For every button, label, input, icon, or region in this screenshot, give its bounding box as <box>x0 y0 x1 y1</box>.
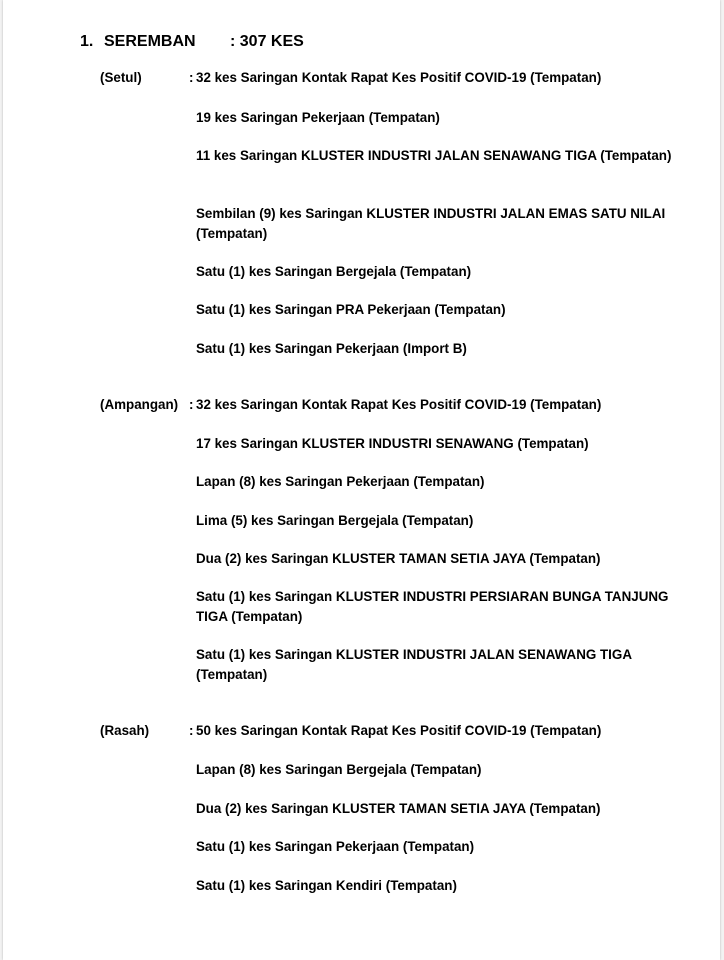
case-entry: Satu (1) kes Saringan PRA Pekerjaan (Tempatan) <box>196 302 506 317</box>
area-colon: : <box>189 723 194 738</box>
area-label-ampangan: (Ampangan) <box>100 397 179 412</box>
case-entry: Lapan (8) kes Saringan Pekerjaan (Tempatan) <box>196 474 485 489</box>
case-entry: 32 kes Saringan Kontak Rapat Kes Positif COVID-19 (Tempatan) <box>196 70 602 85</box>
case-entry: Lapan (8) kes Saringan Bergejala (Tempatan) <box>196 762 482 777</box>
case-entry: 50 kes Saringan Kontak Rapat Kes Positif COVID-19 (Tempatan) <box>196 723 602 738</box>
document-page <box>3 0 720 960</box>
area-colon: : <box>189 397 194 412</box>
district-number: 1. <box>80 33 94 50</box>
case-entry: Satu (1) kes Saringan Kendiri (Tempatan) <box>196 878 457 893</box>
case-entry: Lima (5) kes Saringan Bergejala (Tempatan) <box>196 513 474 528</box>
case-entry: Satu (1) kes Saringan KLUSTER INDUSTRI JALAN SENAWANG TIGA (Tempatan) <box>196 647 632 682</box>
case-entry: Satu (1) kes Saringan KLUSTER INDUSTRI PERSIARAN BUNGA TANJUNG TIGA (Tempatan) <box>196 589 669 624</box>
area-label-rasah: (Rasah) <box>100 723 150 738</box>
area-label-setul: (Setul) <box>100 70 142 85</box>
district-total: : 307 KES <box>230 33 304 50</box>
case-entry: Satu (1) kes Saringan Bergejala (Tempatan) <box>196 264 472 279</box>
case-entry: Dua (2) kes Saringan KLUSTER TAMAN SETIA JAYA (Tempatan) <box>196 551 601 566</box>
district-name: SEREMBAN <box>104 33 196 50</box>
case-entry: 32 kes Saringan Kontak Rapat Kes Positif COVID-19 (Tempatan) <box>196 397 602 412</box>
case-entry: 17 kes Saringan KLUSTER INDUSTRI SENAWANG (Tempatan) <box>196 436 589 451</box>
case-entry: 19 kes Saringan Pekerjaan (Tempatan) <box>196 110 440 125</box>
case-entry: 11 kes Saringan KLUSTER INDUSTRI JALAN SENAWANG TIGA (Tempatan) <box>196 148 672 163</box>
case-entry: Sembilan (9) kes Saringan KLUSTER INDUSTRI JALAN EMAS SATU NILAI (Tempatan) <box>196 206 666 241</box>
case-entry: Dua (2) kes Saringan KLUSTER TAMAN SETIA JAYA (Tempatan) <box>196 801 601 816</box>
area-colon: : <box>189 70 194 85</box>
case-entry: Satu (1) kes Saringan Pekerjaan (Tempatan) <box>196 839 475 854</box>
case-entry: Satu (1) kes Saringan Pekerjaan (Import B) <box>196 341 467 356</box>
